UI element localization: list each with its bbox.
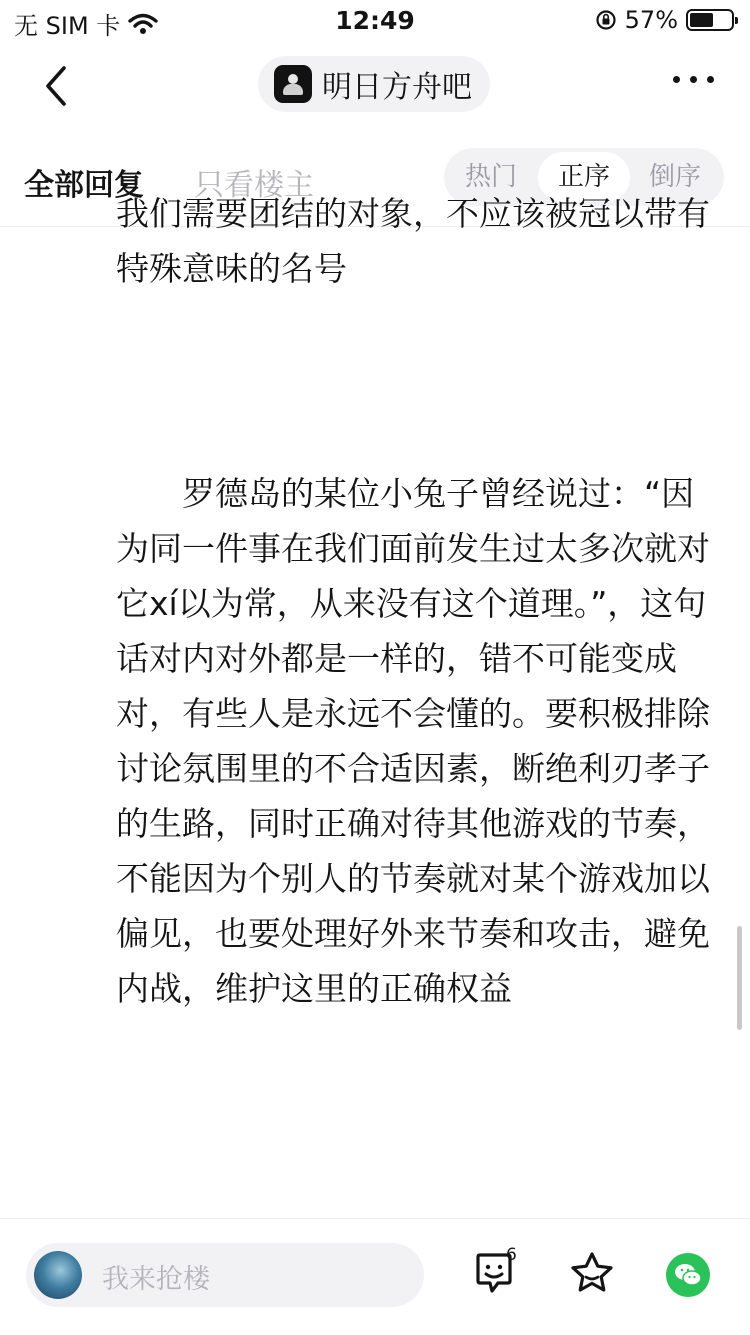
reply-placeholder: 我来抢楼 (102, 1264, 210, 1295)
post-paragraph: 罗德岛的某位小兔子曾经说过：“因为同一件事在我们面前发生过太多次就对它xí以为常，从来没有这个道理。”，这句话对内对外都是一样的，错不可能变成对，有些人是永远不会懂的。要积极排除讨论氛围里的不合适因素，断绝利刃孝子的生路，同时正确对待其他游戏的节奏，不能因为个别人的节奏就对某个游戏加以偏见，也要处理好外来节奏和攻击，避免内战，维护这里的正确权益 (116, 474, 710, 1008)
bottom-action-bar (0, 1218, 750, 1335)
reply-input[interactable] (26, 1243, 424, 1307)
status-time: 12:49 (335, 6, 415, 35)
nav-bar (0, 44, 750, 128)
post-content (0, 194, 750, 1218)
tab-all-replies[interactable]: 全部回复 (24, 168, 144, 203)
sort-hot[interactable]: 热门 (464, 162, 517, 192)
orientation-lock-icon (595, 9, 617, 31)
comment-count-badge: 6 (506, 1245, 517, 1265)
battery-percent: 57% (624, 6, 678, 34)
wechat-share-icon[interactable] (666, 1253, 710, 1297)
forum-title-pill[interactable] (258, 56, 490, 112)
status-bar (0, 0, 750, 44)
carrier-label: 无 SIM 卡 (14, 12, 121, 40)
avatar[interactable] (34, 1251, 82, 1299)
sort-descending[interactable]: 倒序 (648, 162, 701, 192)
battery-icon (686, 9, 734, 31)
scroll-indicator[interactable] (737, 926, 742, 1030)
star-icon[interactable] (568, 1249, 616, 1297)
forum-avatar (274, 65, 312, 103)
wechat-logo-icon (666, 1253, 710, 1297)
more-options-icon[interactable] (673, 76, 714, 83)
sort-ascending[interactable]: 正序 (538, 152, 630, 202)
post-paragraph: 我们需要团结的对象，不应该被冠以带有特殊意味的名号 (116, 194, 710, 288)
status-right (595, 6, 734, 34)
back-button[interactable] (38, 62, 78, 110)
tab-owner-only[interactable]: 只看楼主 (194, 168, 314, 203)
forum-name: 明日方舟吧 (322, 70, 472, 105)
